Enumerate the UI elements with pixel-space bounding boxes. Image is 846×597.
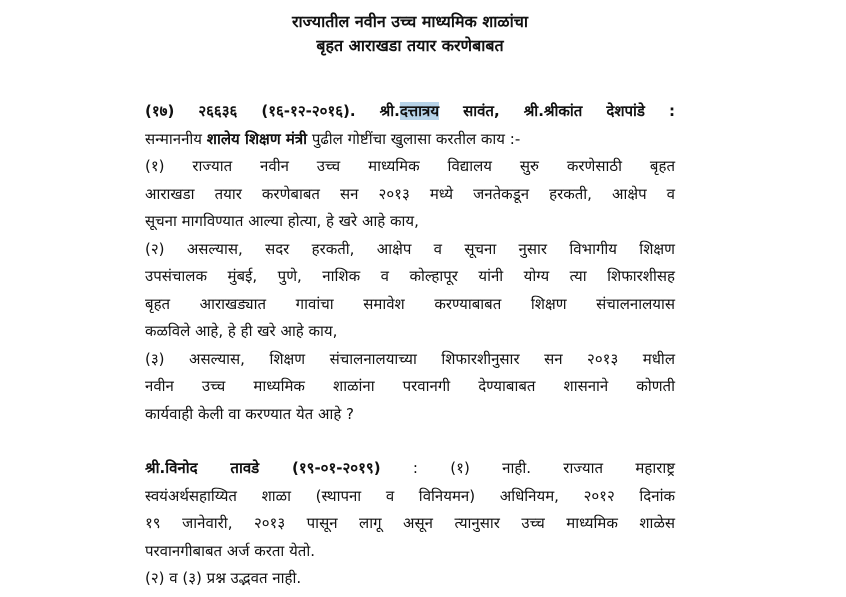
- question-line: नवीन उच्च माध्यमिक शाळांना परवानगी देण्याबाबत शासनाने कोणती: [145, 377, 675, 395]
- answer-line: स्वयंअर्थसहाय्यित शाळा (स्थापना व विनियमन) अधिनियम, २०१२ दिनांक: [145, 486, 675, 505]
- question-number: (१७) २६६३६ (१६-१२-२०१६).: [145, 102, 356, 120]
- title-line-2: बृहत आराखडा तयार करणेबाबत: [316, 36, 504, 55]
- question-line: (२) असल्यास, सदर हरकती, आक्षेप व सूचना नुसार विभागीय शिक्षण: [145, 239, 675, 258]
- question-block: [145, 98, 675, 428]
- answer-first-line: : (१) नाही. राज्यात महाराष्ट्र: [412, 459, 675, 477]
- member-prefix: श्री.: [379, 102, 400, 120]
- member-names: सावंत, श्री.श्रीकांत देशपांडे :: [463, 102, 675, 120]
- question-line: (१) राज्यात नवीन उच्च माध्यमिक विद्यालय सुरु करणेसाठी बृहत: [145, 157, 675, 175]
- question-header-line: [145, 98, 675, 126]
- question-line: सूचना मागविण्यात आल्या होत्या, हे खरे आहे काय,: [145, 212, 419, 230]
- answer-line: १९ जानेवारी, २०१३ पासून लागू असून त्यानुसार उच्च माध्यमिक शाळेस: [145, 514, 675, 532]
- answer-header-line: [145, 455, 675, 483]
- intro-before: सन्माननीय: [145, 129, 203, 148]
- question-line: कार्यवाही केली वा करण्यात येत आहे ?: [145, 404, 355, 423]
- document-page: [145, 10, 675, 593]
- intro-after: पुढील गोष्टींचा खुलासा करतील काय :-: [311, 129, 521, 148]
- document-title: [145, 10, 675, 58]
- minister-title: शालेय शिक्षण मंत्री: [206, 129, 308, 148]
- answer-line: परवानगीबाबत अर्ज करता येतो.: [145, 541, 315, 560]
- question-line: आराखडा तयार करणेबाबत सन २०१३ मध्ये जनतेकडून हरकती, आक्षेप व: [145, 184, 675, 203]
- question-line: (३) असल्यास, शिक्षण संचालनालयाच्या शिफारशीनुसार सन २०१३ मधील: [145, 349, 675, 368]
- answer-block: [145, 455, 675, 593]
- answering-minister: श्री.विनोद तावडे (१९-०१-२०१९): [145, 459, 381, 477]
- question-line: बृहत आराखड्यात गावांचा समावेश करण्याबाबत शिक्षण संचालनालयास: [145, 294, 675, 313]
- highlighted-member-name: दत्तात्रय: [399, 102, 440, 120]
- question-line: कळविले आहे, हे ही खरे आहे काय,: [145, 322, 338, 340]
- question-intro-line: [145, 126, 675, 154]
- title-line-1: राज्यातील नवीन उच्च माध्यमिक शाळांचा: [291, 12, 529, 31]
- answer-line: (२) व (३) प्रश्न उद्भवत नाही.: [145, 569, 302, 587]
- question-line: उपसंचालक मुंबई, पुणे, नाशिक व कोल्हापूर यांनी योग्य त्या शिफारशीसह: [145, 267, 675, 285]
